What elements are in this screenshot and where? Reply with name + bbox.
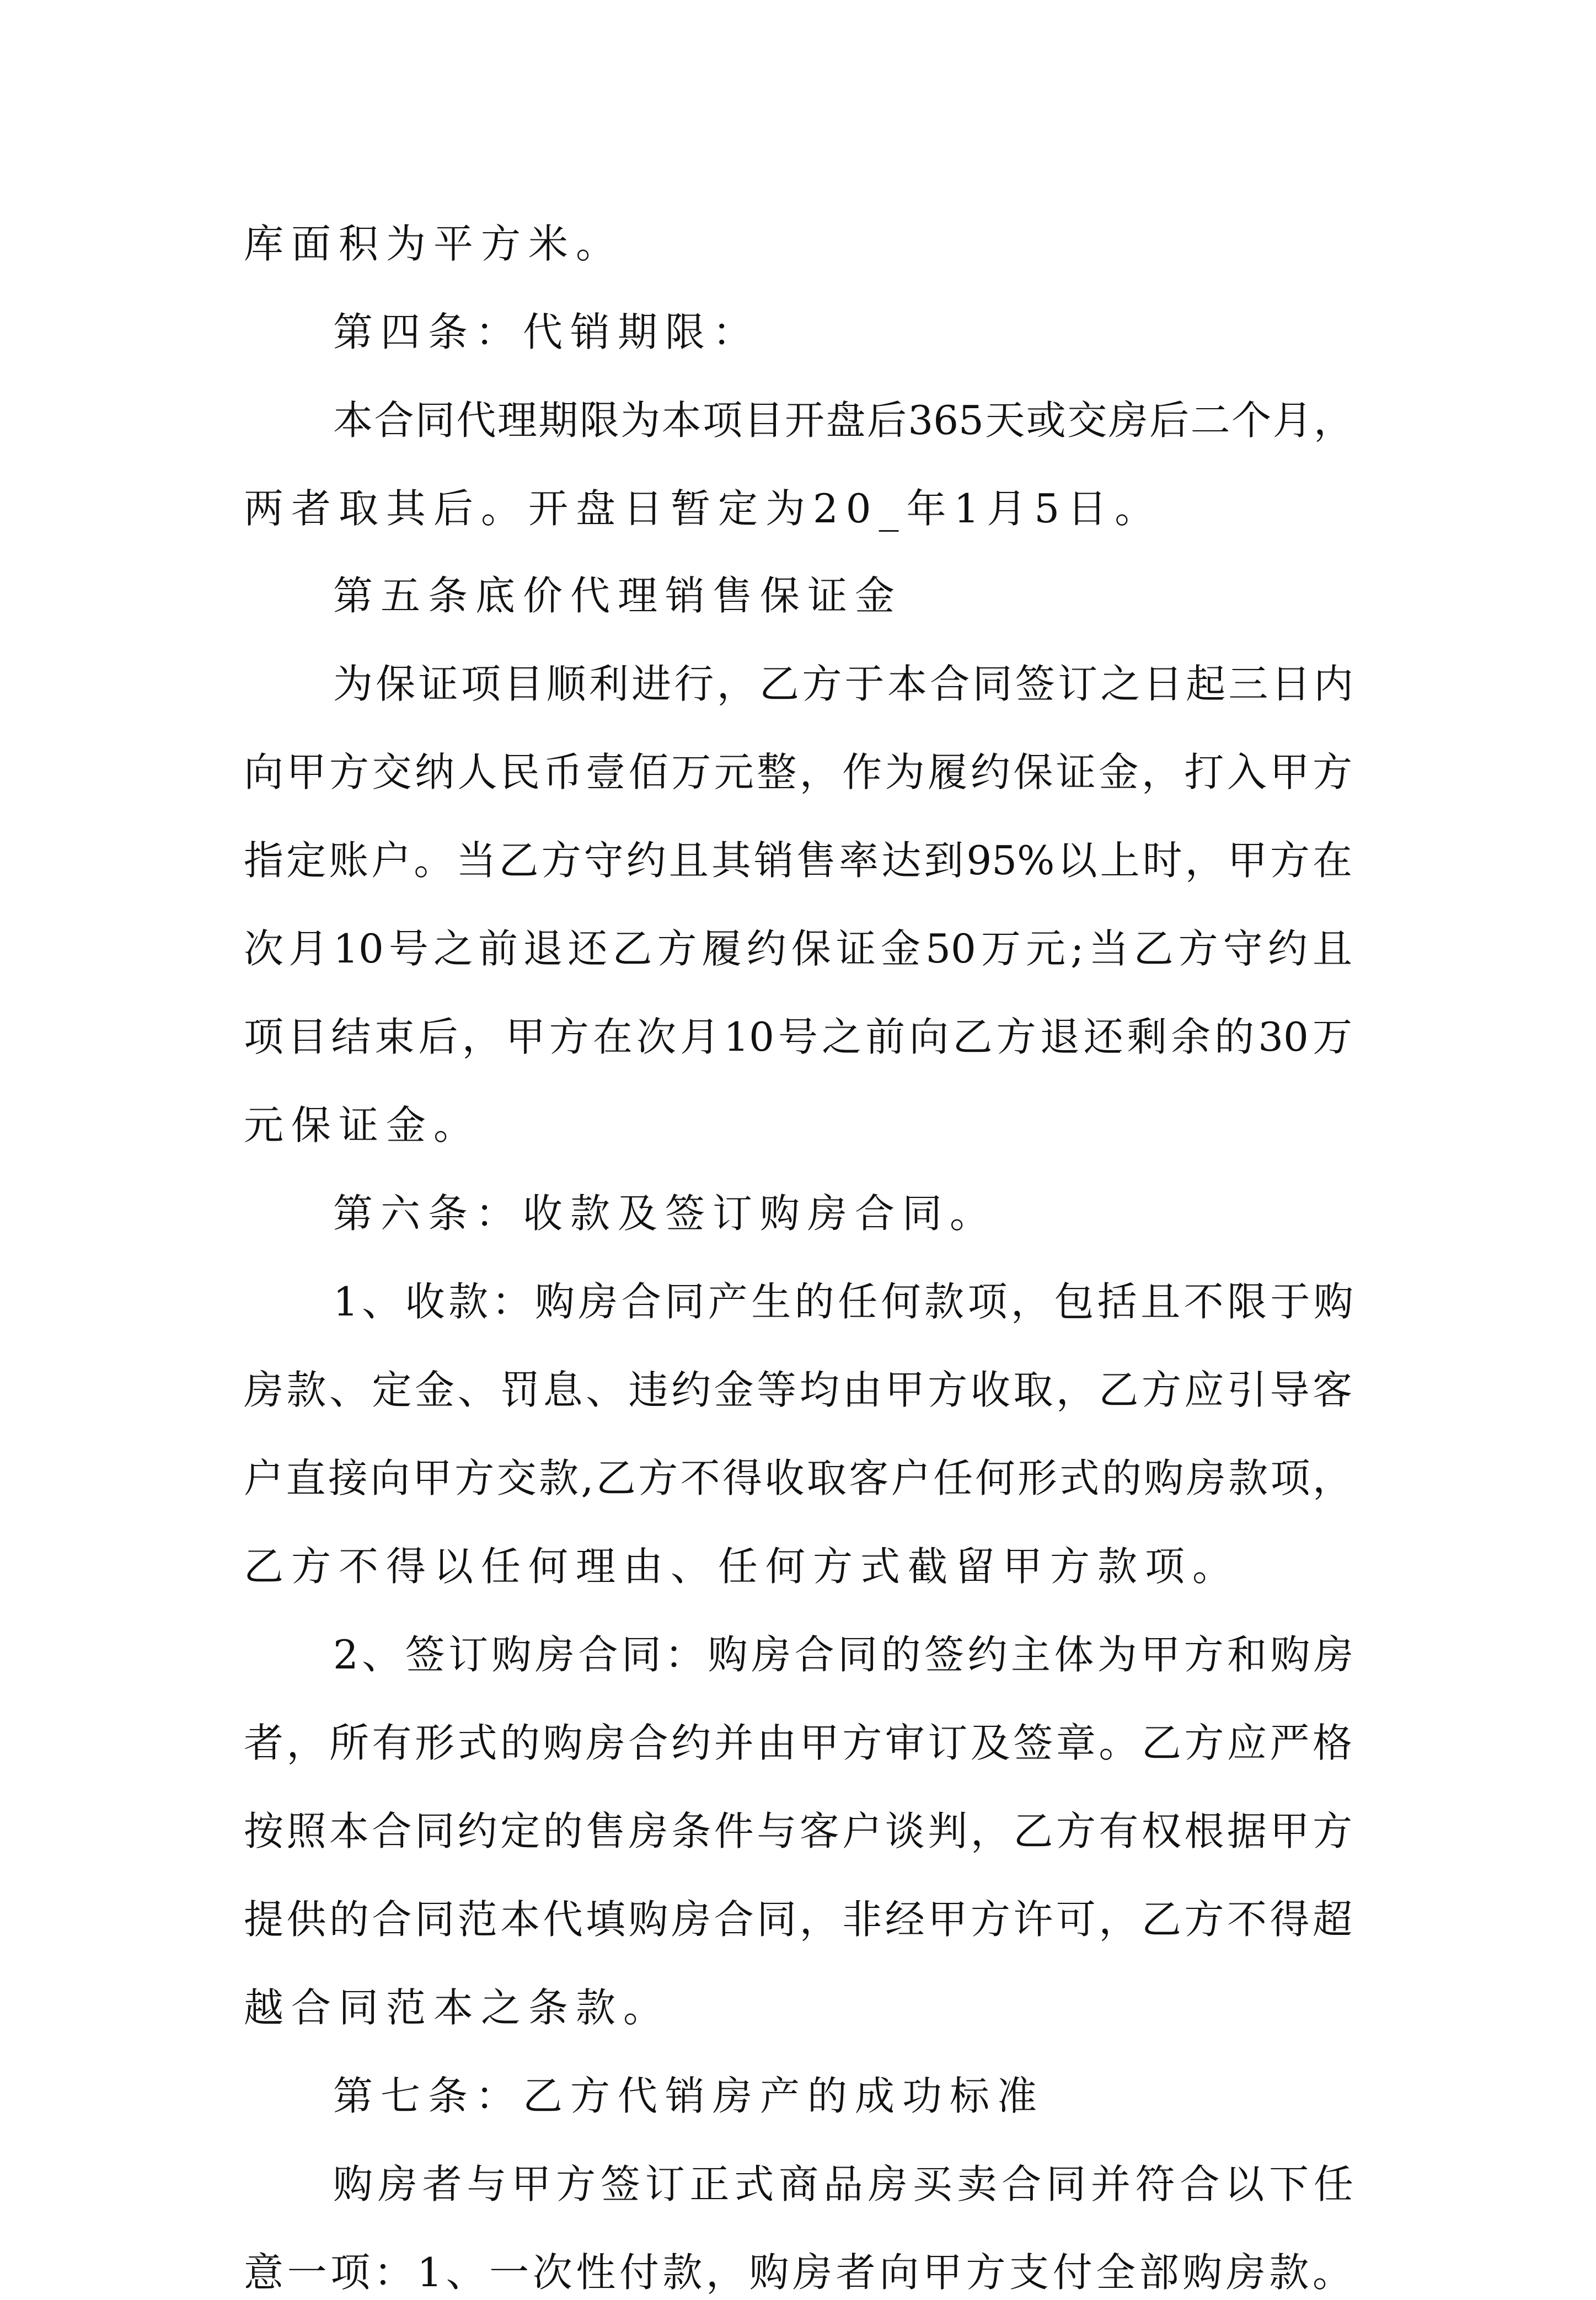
text-line: 购房者与甲方签订正式商品房买卖合同并符合以下任 bbox=[333, 2161, 1353, 2207]
text-line: 指定账户。当乙方守约且其销售率达到95%以上时，甲方在 bbox=[244, 837, 1352, 884]
text-line: 提供的合同范本代填购房合同，非经甲方许可，乙方不得超 bbox=[244, 1896, 1352, 1943]
section-heading: 第六条：收款及签订购房合同。 bbox=[333, 1190, 998, 1237]
text-line: 为保证项目顺利进行，乙方于本合同签订之日起三日内 bbox=[333, 661, 1353, 707]
text-line: 按照本合同约定的售房条件与客户谈判，乙方有权根据甲方 bbox=[244, 1808, 1352, 1854]
text-line: 意一项：1、一次性付款，购房者向甲方支付全部购房款。 bbox=[244, 2249, 1352, 2296]
text-line: 2、签订购房合同：购房合同的签约主体为甲方和购房 bbox=[333, 1632, 1353, 1678]
text-line: 库面积为平方米。 bbox=[244, 221, 624, 267]
section-heading: 第四条：代销期限： bbox=[333, 309, 760, 355]
text-line: 房款、定金、罚息、违约金等均由甲方收取，乙方应引导客 bbox=[244, 1367, 1352, 1413]
text-line: 项目结束后，甲方在次月10号之前向乙方退还剩余的30万 bbox=[244, 1014, 1352, 1060]
text-line: 次月10号之前退还乙方履约保证金50万元;当乙方守约且 bbox=[244, 926, 1352, 972]
text-line: 乙方不得以任何理由、任何方式截留甲方款项。 bbox=[244, 1543, 1240, 1590]
text-line: 向甲方交纳人民币壹佰万元整，作为履约保证金，打入甲方 bbox=[244, 749, 1352, 795]
text-line: 元保证金。 bbox=[244, 1102, 481, 1148]
text-line: 者，所有形式的购房合约并由甲方审订及签章。乙方应严格 bbox=[244, 1720, 1352, 1766]
text-line: 户直接向甲方交款,乙方不得收取客户任何形式的购房款项， bbox=[244, 1455, 1352, 1501]
text-line: 本合同代理期限为本项目开盘后365天或交房后二个月， bbox=[333, 397, 1353, 443]
section-heading: 第五条底价代理销售保证金 bbox=[333, 573, 903, 619]
text-line: 两者取其后。开盘日暂定为20_年1月5日。 bbox=[244, 485, 1163, 532]
section-heading: 第七条：乙方代销房产的成功标准 bbox=[333, 2073, 1045, 2119]
text-line: 1、收款：购房合同产生的任何款项，包括且不限于购 bbox=[333, 1279, 1353, 1325]
text-line: 越合同范本之条款。 bbox=[244, 1985, 671, 2031]
